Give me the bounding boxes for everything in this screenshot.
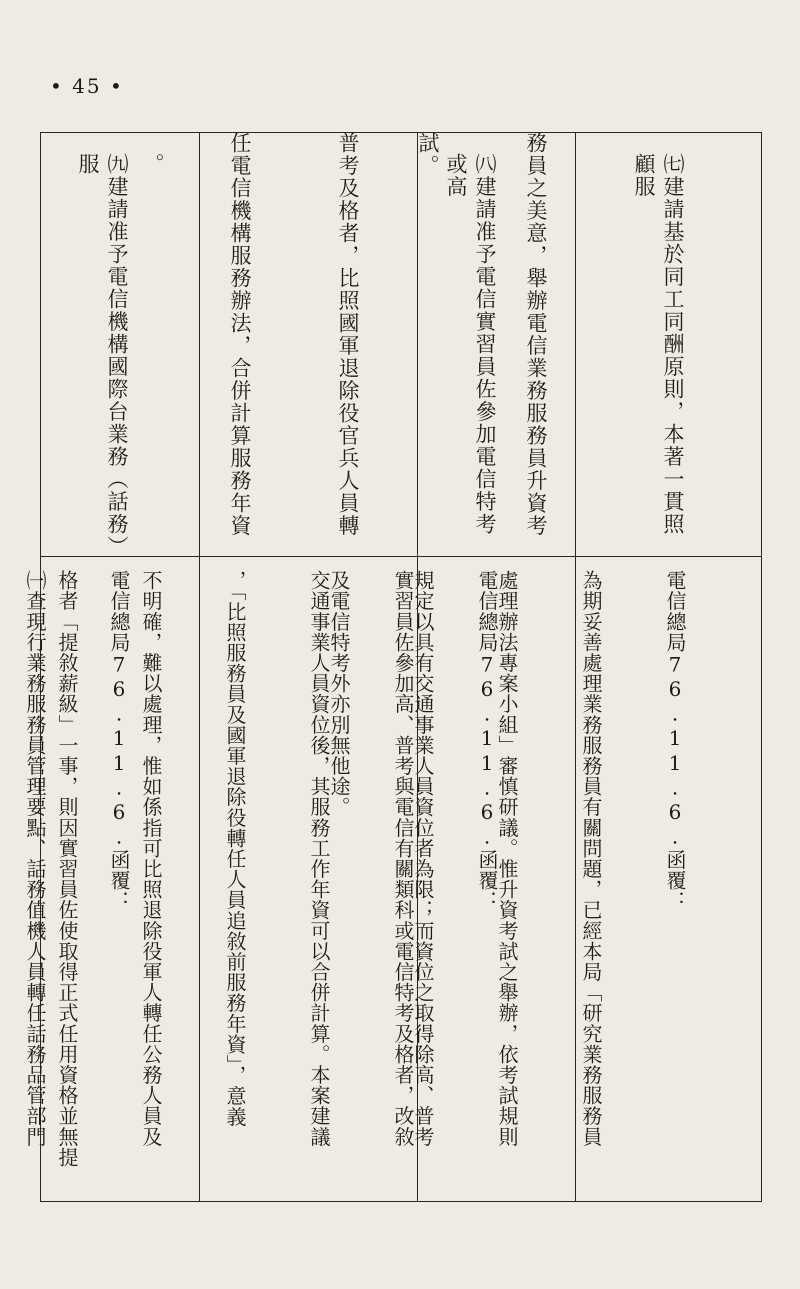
- reply-27-line-4: 及電信特考外亦別無他途。: [327, 570, 351, 818]
- reply-28-line-3: ，「比照服務員及國軍退除役轉任人員追敘前服務年資」，意義: [223, 570, 247, 1127]
- reply-28-line-2: 交通事業人員資位後，其服務工作年資可以合併計算。本案建議: [307, 570, 331, 1147]
- suggestion-28-line-1: ㈧建請准予電信實習員佐參加電信特考或高: [444, 153, 497, 536]
- reply-27-header: 電信總局76.11.6.函覆：: [663, 570, 687, 911]
- reply-28-line-4: 不明確，難以處理，惟如係指可比照退除役軍人轉任公務人員及: [139, 570, 163, 1147]
- row-divider: [41, 556, 761, 557]
- suggestion-27-line-2: 務員之美意，舉辦電信業務服務員升資考: [524, 132, 548, 537]
- suggestion-29: [0, 153, 189, 548]
- reply-28-header: 電信總局76.11.6.函覆：: [475, 570, 499, 911]
- reply-27-line-1: 為期妥善處理業務服務員有關問題，已經本局「研究業務服務員: [579, 570, 603, 1147]
- suggestion-29-line-1: ㈨建請准予電信機構國際台業務（話務）服: [76, 153, 129, 548]
- suggestion-27-line-1: ㈦建請基於同工同酬原則，本著一貫照顧服: [632, 153, 685, 536]
- suggestion-27-line-3: 試。: [416, 132, 440, 177]
- suggestion-28-line-4: 。: [141, 153, 165, 176]
- reply-29: [0, 570, 189, 1200]
- suggestion-28-line-3: 任電信機構服務辦法，合併計算服務年資: [228, 132, 252, 537]
- page-number: • 45 •: [50, 74, 124, 98]
- reply-27-line-2: 處理辦法專案小組」審慎研議。惟升資考試之舉辦，依考試規則: [495, 570, 519, 1147]
- suggestion-29-line-2: [0, 153, 15, 548]
- reply-29-header: 電信總局76.11.6.函覆：: [107, 570, 131, 911]
- reply-27-line-3: 規定以具有交通事業人員資位者為限；而資位之取得除高、普考: [411, 570, 435, 1147]
- reply-29-line-1: ㈠查現行業務服務員管理要點、話務值機人員轉任話務品管部門: [23, 570, 47, 1147]
- suggestion-28-line-2: 普考及格者，比照國軍退除役官兵人員轉: [336, 132, 360, 537]
- document-table: [23, 132, 762, 1202]
- reply-28-line-1: 實習員佐參加高、普考與電信有關類科或電信特考及格者，改敘: [391, 570, 415, 1147]
- reply-28-line-5: 格者「提敘薪級」一事，則因實習員佐使取得正式任用資格並無提: [55, 570, 79, 1168]
